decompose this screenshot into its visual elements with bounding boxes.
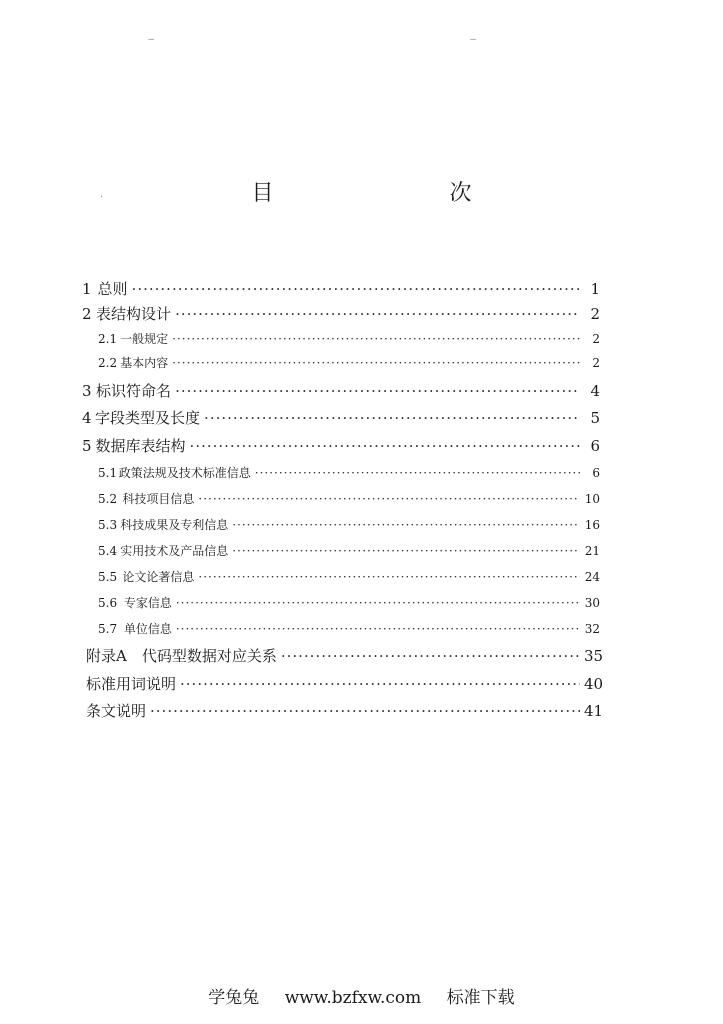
toc-number: 5.6 [98, 596, 118, 610]
toc-entry-5-2[interactable] [98, 488, 600, 510]
toc-page: 6 [592, 466, 600, 480]
toc-title: 政策法规及技术标准信息 [118, 466, 251, 480]
toc-page: 2 [592, 356, 600, 370]
toc-entry-5-6[interactable] [98, 592, 600, 614]
toc-title: 实用技术及产品信息 [120, 544, 229, 558]
toc-leader [190, 435, 580, 457]
toc-leader [281, 645, 580, 667]
toc-title: 专家信息 [123, 596, 172, 610]
scan-speck: ‒ [148, 34, 155, 45]
toc-page: 40 [584, 675, 604, 693]
toc-title: 标识符命名 [96, 382, 172, 400]
toc-leader [204, 407, 580, 429]
toc-entry-appendix-a[interactable] [86, 645, 604, 667]
toc-title: 单位信息 [123, 622, 172, 636]
toc-page: 1 [590, 280, 600, 298]
toc-number: 2.1 [98, 332, 118, 346]
toc-page: 30 [584, 596, 600, 610]
toc-entry-4[interactable] [82, 407, 600, 429]
toc-leader [180, 673, 580, 695]
toc-page: 41 [584, 702, 604, 720]
toc-number: 5.2 [98, 492, 118, 506]
toc-title: 一般规定 [120, 332, 169, 346]
toc-leader [255, 462, 580, 484]
toc-title: 数据库表结构 [95, 437, 186, 455]
toc-entry-1[interactable] [82, 278, 600, 300]
toc-number: 5 [82, 437, 92, 455]
toc-entry-2-2[interactable] [98, 352, 600, 374]
toc-leader [198, 566, 580, 588]
page-title: 目 次 [251, 181, 516, 206]
toc-entry-3[interactable] [82, 380, 600, 402]
toc-entry-5-5[interactable] [98, 566, 600, 588]
toc-leader [150, 700, 580, 722]
toc-title: 字段类型及长度 [95, 409, 201, 427]
toc-entry-5-3[interactable] [98, 514, 600, 536]
toc-title: 论文论著信息 [122, 570, 195, 584]
toc-leader [232, 540, 580, 562]
toc-page: 5 [590, 409, 600, 427]
toc-number: 2.2 [98, 356, 118, 370]
scan-speck: · [100, 192, 104, 203]
toc-title: 基本内容 [120, 356, 169, 370]
toc-number: 4 [82, 409, 92, 427]
toc-number: 1 [82, 280, 92, 298]
toc-leader [198, 488, 580, 510]
page-footer [0, 983, 723, 1008]
toc-leader [175, 380, 580, 402]
toc-page: 32 [584, 622, 600, 636]
toc-title: 条文说明 [86, 702, 147, 720]
toc-title: 科技项目信息 [122, 492, 195, 506]
toc-entry-5-1[interactable] [98, 462, 600, 484]
toc-page: 35 [584, 647, 604, 665]
toc-leader [176, 618, 580, 640]
toc-page: 16 [584, 518, 600, 532]
toc-title: 表结构设计 [96, 305, 172, 323]
toc-entry-2-1[interactable] [98, 328, 600, 350]
footer-url[interactable]: www.bzfxw.com [284, 988, 422, 1008]
toc-entry-5[interactable] [82, 435, 600, 457]
toc-title: 总则 [97, 280, 128, 298]
footer-site-name: 学兔兔 [208, 988, 260, 1008]
toc-leader [172, 328, 580, 350]
toc-title: 附录A 代码型数据对应关系 [86, 647, 277, 665]
toc-number: 5.5 [98, 570, 118, 584]
toc-number: 5.1 [98, 466, 118, 480]
toc-leader [175, 303, 580, 325]
toc-page: 2 [590, 305, 600, 323]
toc-page: 6 [590, 437, 600, 455]
toc-page: 2 [592, 332, 600, 346]
toc-entry-standard-terms[interactable] [86, 673, 604, 695]
toc-leader [132, 278, 580, 300]
toc-leader [172, 352, 580, 374]
toc-page: 10 [584, 492, 600, 506]
toc-title: 科技成果及专利信息 [120, 518, 229, 532]
toc-number: 2 [82, 305, 92, 323]
toc-entry-5-4[interactable] [98, 540, 600, 562]
toc-entry-commentary[interactable] [86, 700, 604, 722]
toc-entry-2[interactable] [82, 303, 600, 325]
toc-number: 5.3 [98, 518, 118, 532]
toc-page: 4 [590, 382, 600, 400]
scan-speck: ‒ [470, 34, 477, 45]
toc-title: 标准用词说明 [86, 675, 177, 693]
toc-number: 3 [82, 382, 92, 400]
toc-page: 24 [584, 570, 600, 584]
footer-tagline: 标准下载 [446, 988, 515, 1008]
toc-number: 5.7 [98, 622, 118, 636]
toc-number: 5.4 [98, 544, 118, 558]
toc-leader [232, 514, 580, 536]
toc-entry-5-7[interactable] [98, 618, 600, 640]
toc-leader [176, 592, 580, 614]
toc-page: 21 [584, 544, 600, 558]
